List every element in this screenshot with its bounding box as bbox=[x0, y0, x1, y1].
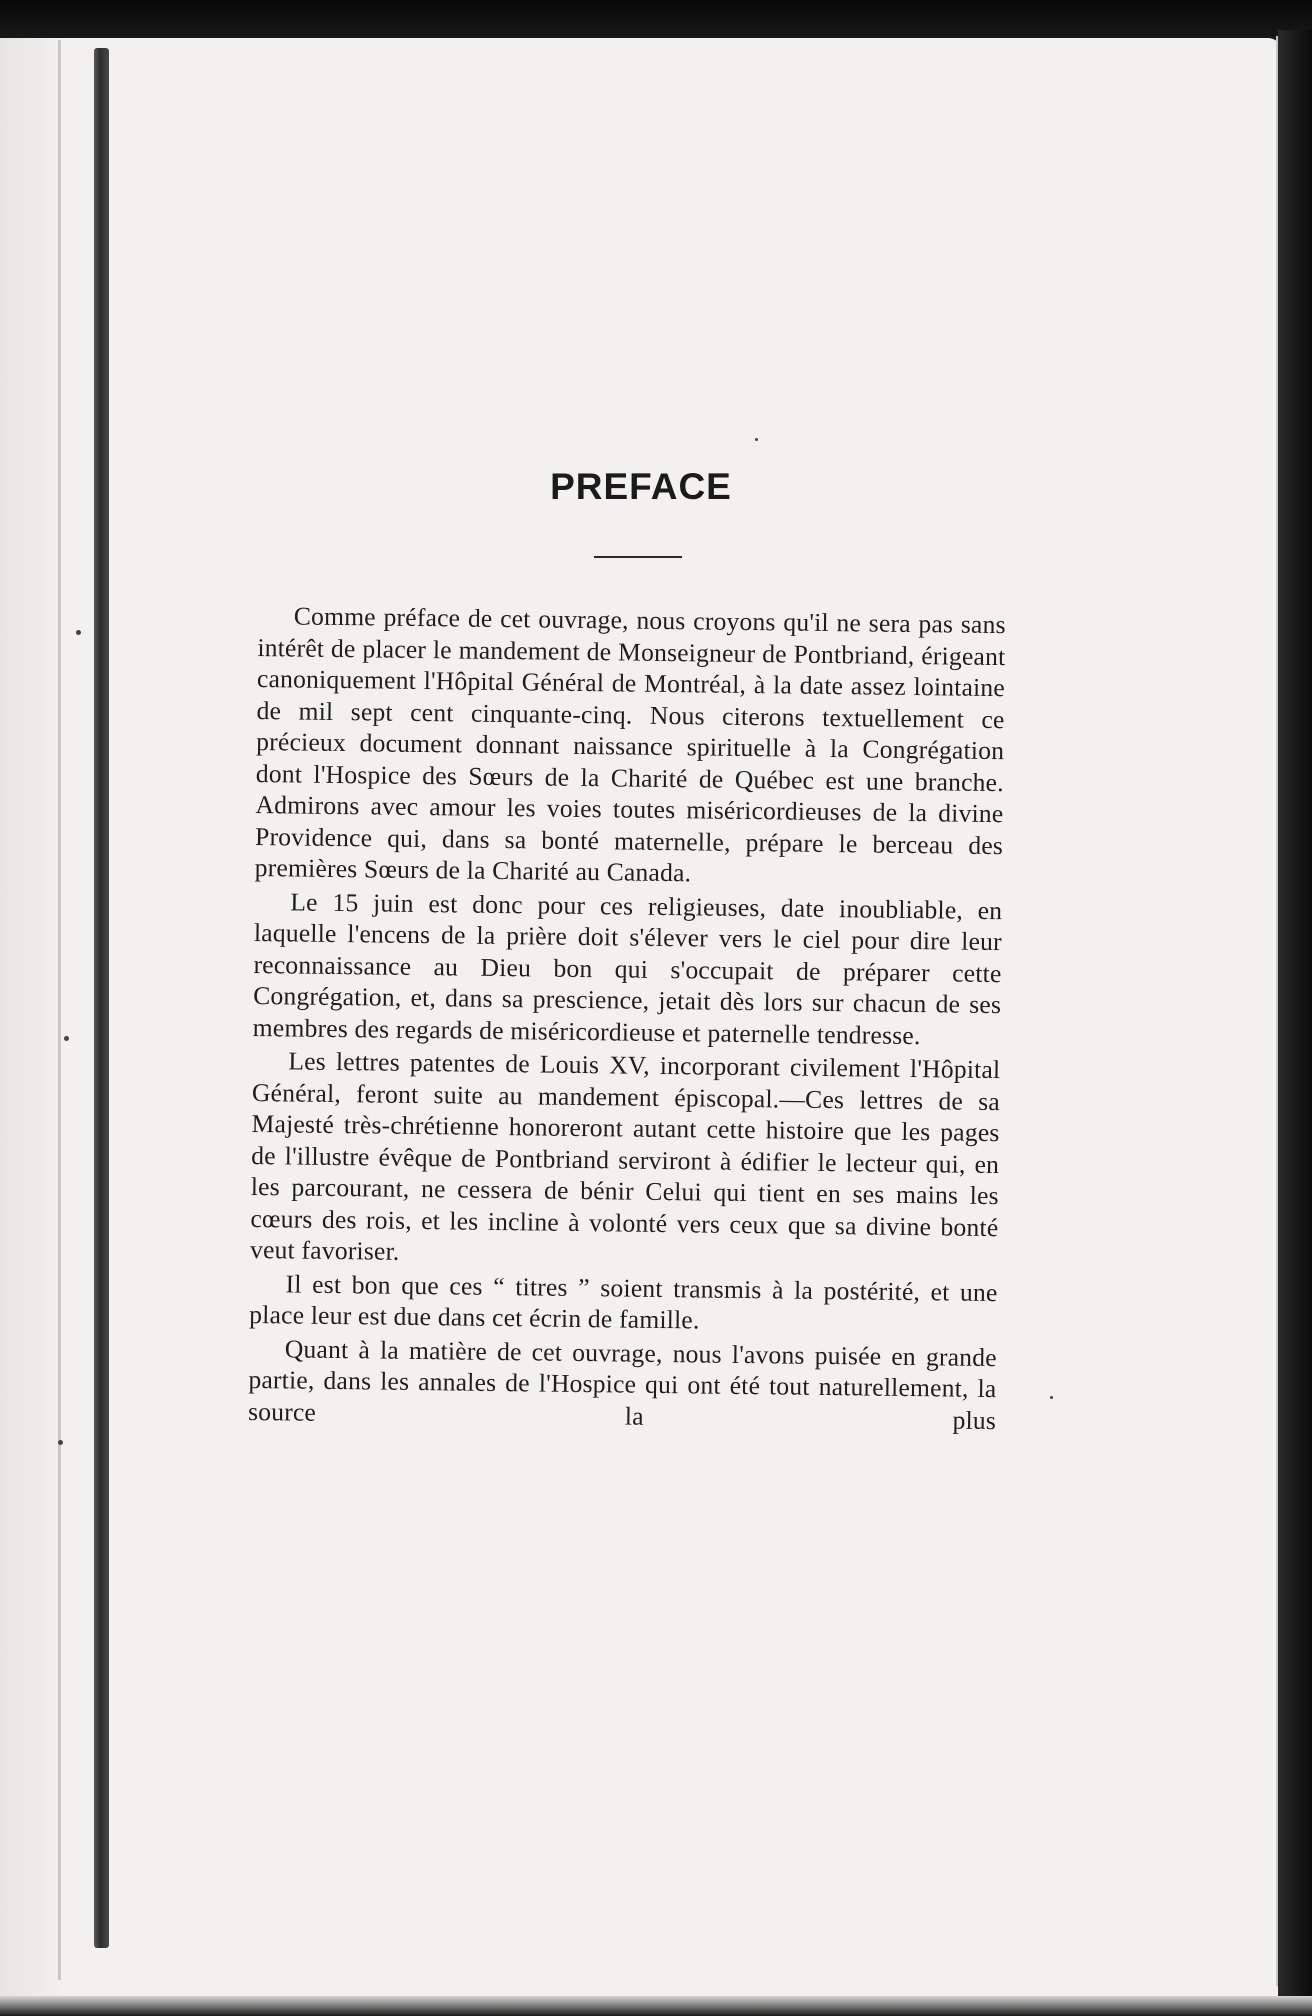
scan-bottom-border bbox=[0, 1996, 1312, 2016]
paper-speck bbox=[58, 1440, 63, 1445]
paragraph: Il est bon que ces “ titres ” soient transmis à la postérité, et une place leur est due dans cet écrin de famille. bbox=[249, 1268, 998, 1335]
paper-speck bbox=[1050, 1396, 1053, 1399]
title-rule bbox=[594, 556, 682, 558]
paragraph: Comme préface de cet ouvrage, nous croyons qu'il ne sera pas sans intérêt de placer le mandement de Monseigneur de Pontbriand, érigeant canoniquement l'Hôpital Général de Montréal, à la date assez lointaine de mil sept cent cinquante-cinq. Nous citerons textuellement ce précieux document donnant naissance spirituelle à la Congrégation dont l'Hospice des Sœurs de la Charité de Québec est une branche. Admirons avec amour les voies toutes miséricordieuses de la divine Providence qui, dans sa bonté maternelle, prépare le berceau des premières Sœurs de la Charité au Canada. bbox=[254, 601, 1006, 888]
paragraph: Les lettres patentes de Louis XV, incorporant civilement l'Hôpital Général, feront suite au mandement épiscopal.—Ces lettres de sa Majesté très-chrétienne honoreront autant cette histoire que les pages de l'illustre évêque de Pontbriand serviront à édifier le lecteur qui, en les parcourant, ne cessera de bénir Celui qui tient en ses mains les cœurs des rois, et les incline à volonté vers ceux que sa divine bonté veut favoriser. bbox=[249, 1046, 1001, 1266]
paragraph: Quant à la matière de cet ouvrage, nous l'avons puisée en grande partie, dans les annales de l'Hospice qui ont été tout naturellement, la source la plus bbox=[247, 1333, 997, 1435]
binding-edge-line bbox=[58, 40, 61, 1980]
previous-leaf-edge bbox=[0, 38, 60, 1996]
paragraph: Le 15 juin est donc pour ces religieuses, date inoubliable, en laquelle l'encens de la prière doit s'élever vers le ciel pour dire leur reconnaissance au Dieu bon qui s'occupait de préparer cette Congrégation, et, dans sa prescience, jetait dès lors sur chacun de ses membres des regards de miséricordieuse et paternelle tendresse. bbox=[252, 886, 1003, 1050]
paper-speck bbox=[755, 438, 758, 441]
page-title: PREFACE bbox=[550, 466, 732, 507]
preface-body bbox=[248, 600, 1006, 1436]
binding-shadow bbox=[94, 48, 109, 1948]
scan-right-border bbox=[1278, 30, 1312, 2016]
paper-speck bbox=[64, 1036, 69, 1041]
paper-speck bbox=[76, 630, 81, 635]
